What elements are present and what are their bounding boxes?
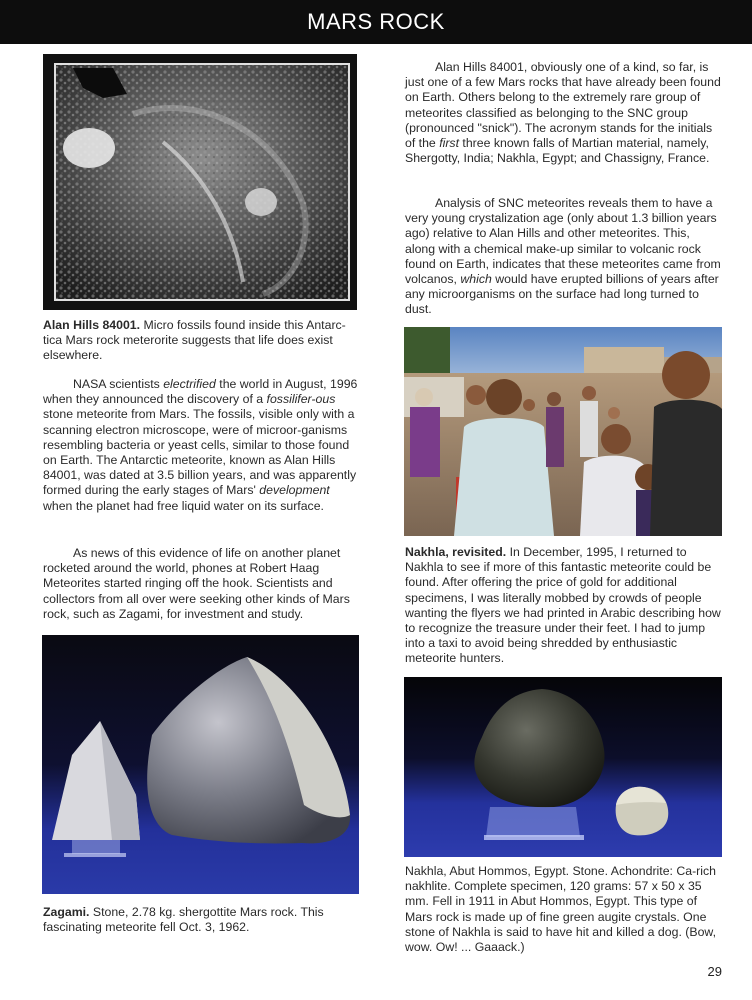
nakhla-specimen-caption-text: Nakhla, Abut Hommos, Egypt. Stone. Achondrite: Ca-rich nakhlite. Complete specimen, 120 grams: 57 x 50 x 35 mm. Fell in 1911 in Abut Hommos, Egypt. This type of Mars rock is made up of fine green augite crystals. One stone of Nakhla is said to have hit and killed a dog. (Bow, wow. Ow! ... Gaaack.) [405,864,717,955]
snc-paragraph-part-a: Analysis of SNC meteorites reveals them to have a very young crystalization age (only about 1.3 billion years ago) relative to Alan Hills and other meteorites. This, along with a chemical make-up similar to volcanic rock found on Earth, indicates that these meteorites came from volcanos, [405,196,721,287]
page-title: MARS ROCK [307,9,445,34]
zagami-photo [42,635,359,894]
page-header [0,0,752,44]
nasa-paragraph-italic-electrified: electrified [163,377,216,391]
alh84001-caption-text: Micro fossils found inside this Antarc-tica Mars rock meterorite suggests that life does exist elsewhere. [43,318,346,363]
nasa-paragraph-part-c: the world in August, 1996 when they announced the discovery of a [43,377,358,407]
zagami-caption-text: Stone, 2.78 kg. shergottite Mars rock. This fascinating meteorite fell Oct. 3, 1962. [43,905,324,935]
snc-paragraph-part-c: would have erupted billions of years after any microorganisms on the surface had long turned to dust. [405,272,719,317]
news-paragraph-text: As news of this evidence of life on another planet rocketed around the world, phones at Robert Haag Meteorites started ringing off the hook. Scientists and collectors from all over were seeking other kinds of Mars rock, such as Zagami, for investment and study. [43,546,350,621]
snc-paragraph [405,196,721,318]
nasa-paragraph-part-e: stone meteorite from Mars. The fossils, visible only with a scanning electron microscope, were of microor-ganisms resembling bacteria or yeast cells, similar to those found on Earth. The Antarctic meteorite, known as Alan Hills 84001, was dated at 3.5 billion years, and was apparently formed during the early stages of Mars' [43,407,357,498]
nasa-paragraph [43,377,361,514]
nasa-paragraph-italic-fossiliferous: fossilifer-ous [266,392,336,407]
alan-hills-paragraph-italic-first: first [439,136,459,151]
nakhla-revisited-caption-title: Nakhla, revisited. [405,545,507,559]
snc-paragraph-italic-which: which [460,272,492,287]
alan-hills-paragraph-part-c: three known falls of Martian material, namely, Shergotty, India; Nakhla, Egypt; and Chassigny, France. [405,136,710,166]
nasa-paragraph-part-g: when the planet had free liquid water on its surface. [43,498,324,513]
nakhla-specimen-caption [405,864,723,955]
nakhla-specimen-photo [404,677,722,857]
zagami-caption-title: Zagami. [43,905,90,919]
nasa-paragraph-italic-development: development [259,483,330,498]
alan-hills-paragraph-part-a: Alan Hills 84001, obviously one of a kind, so far, is just one of a few Mars rocks that have already been found on Earth. Others belong to the extremely rare group of meteorites classified as belonging to the SNC group (pronounced "snick"). The acronym stands for the initials of the [405,60,721,151]
zagami-caption [43,905,361,935]
alh84001-micrograph-photo [43,54,357,310]
alan-hills-paragraph [405,60,721,166]
alh84001-caption [43,318,361,364]
alh84001-caption-title: Alan Hills 84001. [43,318,141,332]
nasa-paragraph-part-a: NASA scientists [73,377,164,391]
news-paragraph [43,546,361,622]
nakhla-revisited-caption-text: In December, 1995, I returned to Nakhla to see if more of this fantastic meteorite could be found. After offering the price of gold for additional specimens, I was literally mobbed by crowds of people wanting the flyers we had printed in Arabic describing how to recognize the treasure under their feet. I had to jump into a taxi to avoid being shredded by enthusiastic meteorite hunters. [405,545,721,666]
nakhla-crowd-photo [404,327,722,536]
page-number: 29 [707,964,722,979]
nakhla-revisited-caption [405,545,723,667]
